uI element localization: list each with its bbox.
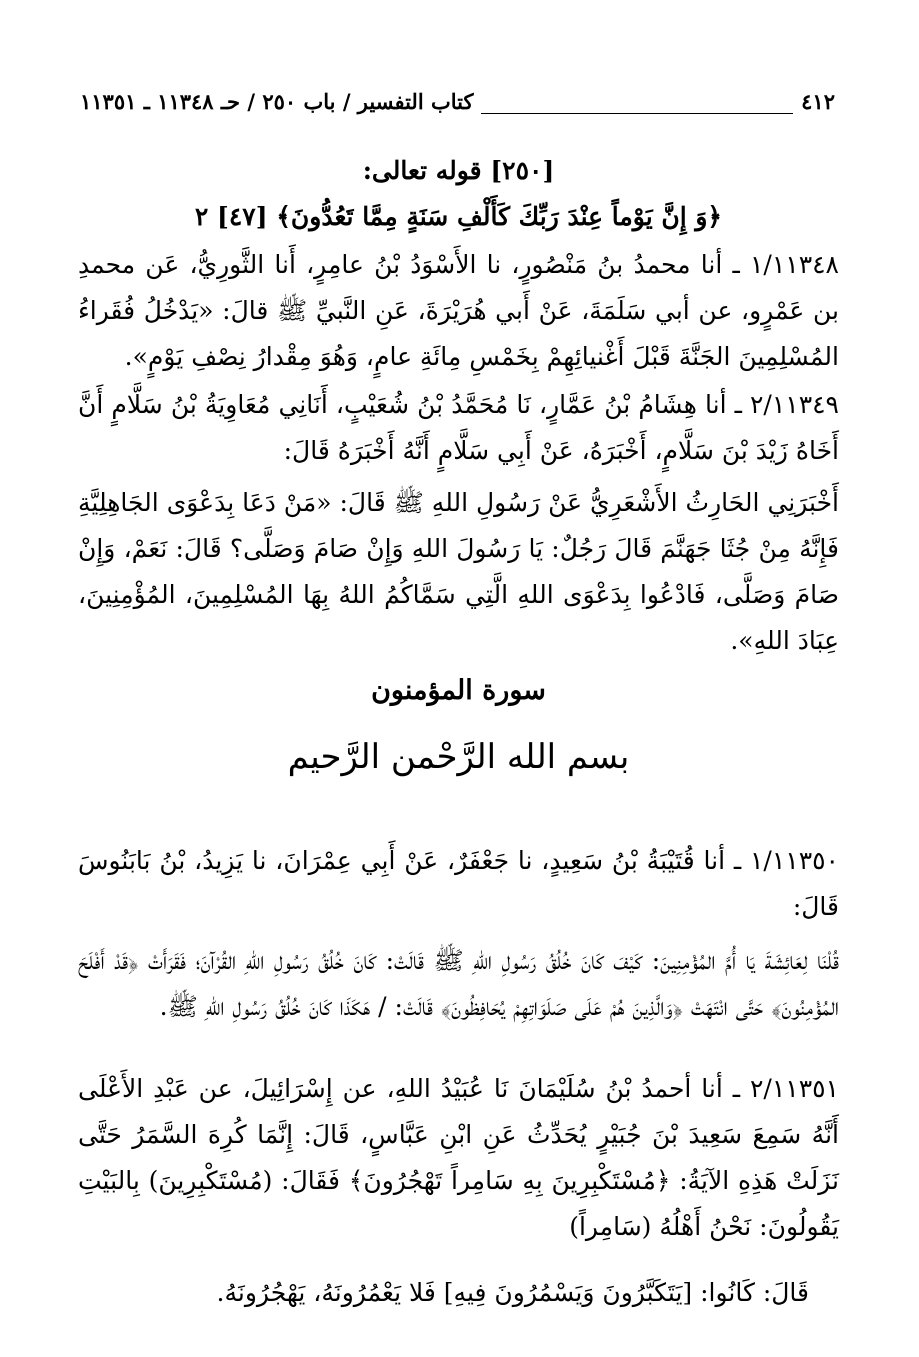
running-header (80, 84, 835, 114)
hadith-11351-note: قَالَ: كَانُوا: [يَتَكَبَّرُونَ وَيَسْمُرُونَ فِيهِ] فَلا يَعْمُرُونَهُ، يَهْجُرُونَهُ. (216, 1278, 809, 1307)
section-heading (78, 148, 839, 240)
hadith-11348-text: ١/١١٣٤٨ ـ أنا محمدُ بنُ مَنْصُورٍ، نا الأَسْوَدُ بْنُ عامِرٍ، أَنا الثَّورِيُّ، عَن محمدِ بن عَمْرٍو، عن أبي سَلَمَةَ، عَنْ أَبي هُرَيْرَةَ، عَنِ النَّبيِّ ﷺ قالَ: «يَدْخُلُ فُقَراءُ المُسْلِمِينَ الجَنَّةَ قَبْلَ أَغْنيائِهِمْ بِخَمْسِ مِائَةِ عامٍ، وَهُوَ مِقْدارُ نِصْفِ يَوْمٍ». (78, 250, 839, 371)
book-title: كتاب التفسير / باب ٢٥٠ / حـ ١١٣٤٨ ـ ١١٣٥١ (80, 89, 474, 114)
hadith-11350-isnad: ١/١١٣٥٠ ـ أنا قُتَيْبَةُ بْنُ سَعِيدٍ، نا جَعْفَرٌ، عَنْ أَبِي عِمْرَانَ، نا يَزِيدُ، بْنُ بَابَنُوسَ قَالَ: (78, 846, 839, 921)
basmala: بسم الله الرَّحْمن الرَّحيم (287, 737, 630, 777)
surah-header (78, 668, 839, 780)
surah-title: سورة المؤمنون (371, 675, 546, 706)
verse-47: ﴿وَ إِنَّ يَوْماً عِنْدَ رَبِّكَ كَأَلْفِ سَنَةٍ مِمَّا تَعُدُّونَ﴾ [٤٧] ٢ (194, 202, 723, 231)
hadith-11351-text: ٢/١١٣٥١ ـ أنا أحمدُ بْنُ سُلَيْمَانَ نَا عُبَيْدُ اللهِ، عن إِسْرَائِيلَ، عن عَبْدِ الأَعْلَى أَنَّهُ سَمِعَ سَعِيدَ بْنَ جُبَيْرٍ يُحَدِّثُ عَنِ ابْنِ عَبَّاسٍ، قَالَ: إِنَّمَا كُرِهَ السَّمَرُ حَتَّى نَزَلَتْ هَذِهِ الآيَةُ: ﴿مُسْتَكْبِرِينَ بِهِ سَامِراً تَهْجُرُونَ﴾ فَقَالَ: (مُسْتَكْبِرِينَ) بِالبَيْتِ يَقُولُونَ: نَحْنُ أَهْلُهُ (سَامِراً) (78, 1074, 840, 1241)
section-heading-text: [٢٥٠] قوله تعالى: (362, 156, 555, 185)
page-number: ٤١٢ (801, 89, 835, 114)
hadith-11349-matn: أَخْبَرَنِي الحَارِثُ الأَشْعَرِيُّ عَنْ رَسُولِ اللهِ ﷺ قَالَ: «مَنْ دَعَا بِدَعْوَى الجَاهِلِيَّةِ فَإِنَّهُ مِنْ جُثَا جَهَنَّمَ قَالَ رَجُلٌ: يَا رَسُولَ اللهِ وَإِنْ صَامَ وَصَلَّى؟ قَالَ: نَعَمْ، وَإِنْ صَامَ وَصَلَّى، فَادْعُوا بِدَعْوَى اللهِ الَّتِي سَمَّاكُمُ اللهُ بِهَا المُسْلِمِينَ، المُؤْمِنِينَ، عِبَادَ اللهِ». (78, 488, 839, 655)
hadith-11348 (78, 242, 839, 380)
hadith-11350-matn: قُلْنَا لِعَائِشَةَ يَا أُمَّ المُؤْمِنِينَ: كَيْفَ كَانَ خُلُقُ رَسُولِ اللهِ ﷺ قَالَتْ: كَانَ خُلُقُ رَسُولِ اللهِ القُرْآنَ؛ فَقَرَأَتْ ﴿قَدْ أَفْلَحَ المُؤْمِنُونَ﴾ حَتَّى انْتَهَتْ ﴿وَالَّذِينَ هُمْ عَلَى صَلَوَاتِهِمْ يُحَافِظُونَ﴾ قَالَتْ: / هَكَذَا كَانَ خُلُقُ رَسُولِ اللهِ ﷺ. (78, 946, 839, 1021)
hadith-11350 (78, 838, 839, 1030)
hadith-11349-isnad: ٢/١١٣٤٩ ـ أنا هِشَامُ بْنُ عَمَّارٍ، نَا مُحَمَّدُ بْنُ شُعَيْبٍ، أَنَانِي مُعَاوِيَةُ بْنُ سَلَّامٍ أَنَّ أَخَاهُ زَيْدَ بْنَ سَلَّامٍ، أَخْبَرَهُ، عَنْ أَبِي سَلَّامٍ أَنَّهُ أَخْبَرَهُ قَالَ: (78, 390, 839, 465)
hadith-11349 (78, 382, 839, 664)
hadith-11351 (78, 1066, 839, 1316)
header-rule (481, 99, 793, 114)
